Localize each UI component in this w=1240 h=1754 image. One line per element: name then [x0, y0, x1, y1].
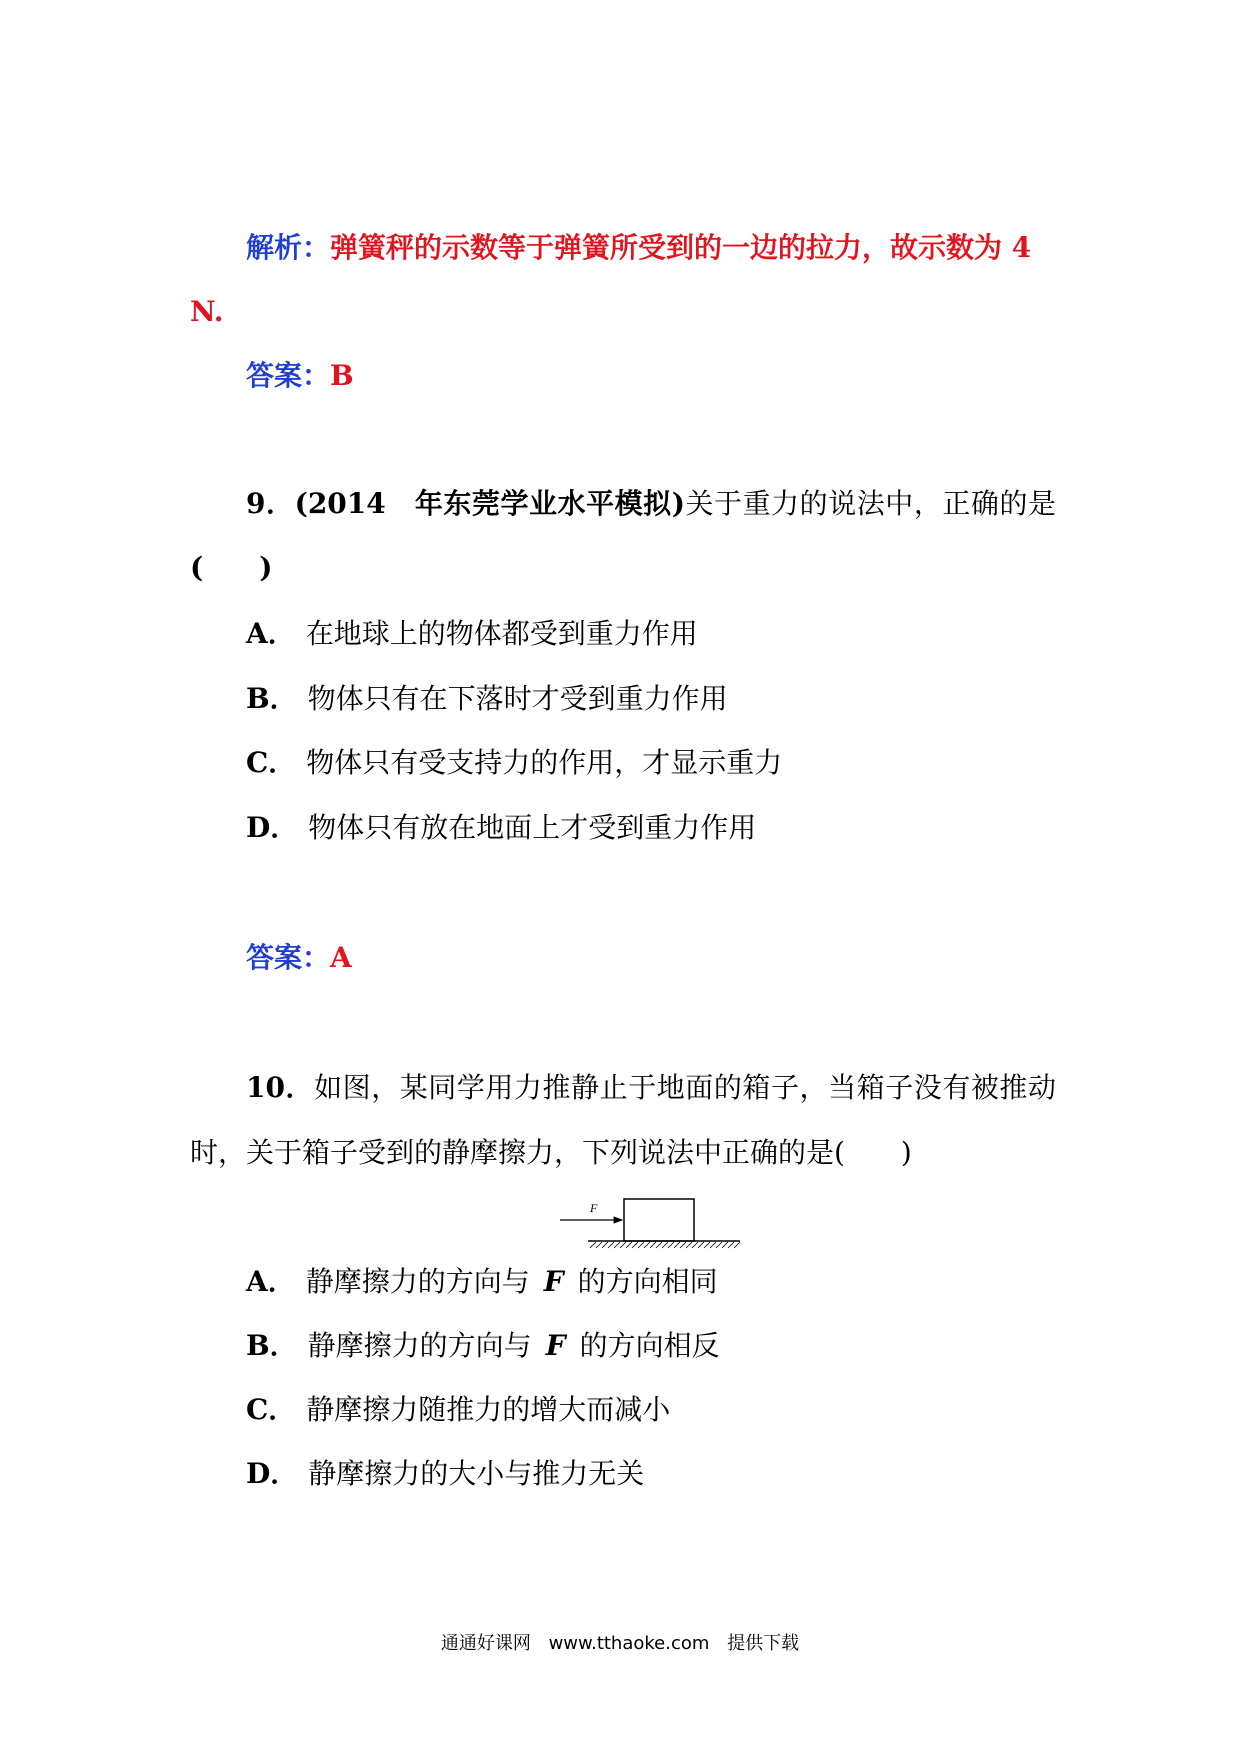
question-9-option-b [246, 679, 728, 719]
option-letter: B． [246, 682, 298, 715]
question-9-option-c [246, 743, 782, 783]
option-letter: D． [246, 811, 299, 844]
ground-hatch [590, 1242, 740, 1248]
option-text: 静摩擦力随推力的增大而减小 [306, 1393, 671, 1426]
question-9-stem: 关于重力的说法中，正确的是 [684, 487, 1057, 520]
analysis-line-1 [246, 228, 1031, 268]
question-9-number: 9． [246, 487, 295, 520]
option-text: 物体只有在下落时才受到重力作用 [307, 682, 728, 715]
option-letter: A． [246, 1265, 296, 1298]
option-var-f: F [543, 1265, 564, 1298]
option-var-f: F [545, 1329, 566, 1362]
question-10-stem: 如图，某同学用力推静止于地面的箱子，当箱子没有被推动 [314, 1071, 1056, 1104]
option-text: 物体只有受支持力的作用，才显示重力 [306, 746, 783, 779]
option-text-pre: 静摩擦力的方向与 [307, 1329, 532, 1362]
answer-8-label: 答案： [246, 359, 331, 392]
analysis-text: 弹簧秤的示数等于弹簧所受到的一边的拉力，故示数为 4 [330, 231, 1032, 264]
question-9-option-d [246, 808, 756, 848]
analysis-label: 解析： [246, 231, 331, 264]
option-text-post: 的方向相反 [579, 1329, 720, 1362]
question-10-option-b [246, 1326, 720, 1366]
box-shape [624, 1199, 694, 1241]
option-text: 在地球上的物体都受到重力作用 [305, 617, 698, 650]
question-10-option-c [246, 1390, 670, 1430]
option-text-pre: 静摩擦力的方向与 [305, 1265, 530, 1298]
answer-9-label: 答案： [246, 941, 331, 974]
question-9-source: (2014 年东莞学业水平模拟) [294, 487, 685, 520]
option-letter: C． [246, 1393, 297, 1426]
answer-9-value: A [330, 941, 352, 974]
question-10-option-d [246, 1454, 644, 1494]
option-text-post: 的方向相同 [577, 1265, 718, 1298]
answer-8-value: B [330, 359, 354, 392]
answer-8 [246, 356, 354, 396]
question-10-stem-line-2: 时，关于箱子受到的静摩擦力，下列说法中正确的是( ) [190, 1136, 912, 1169]
footer-site-name: 通通好课网 [440, 1633, 531, 1654]
footer-suffix: 提供下载 [727, 1633, 800, 1654]
analysis-line-2: N. [190, 295, 224, 328]
option-text: 物体只有放在地面上才受到重力作用 [308, 811, 757, 844]
question-10-stem-line-1 [246, 1068, 1056, 1108]
question-10-number: 10． [246, 1071, 315, 1104]
question-9-blank: ( ) [190, 551, 273, 584]
option-letter: D． [246, 1457, 299, 1490]
force-label: F [590, 1201, 598, 1215]
option-letter: B． [246, 1329, 298, 1362]
answer-9 [246, 938, 352, 978]
footer-url[interactable]: www.tthaoke.com [548, 1633, 710, 1654]
page-footer [0, 1632, 1240, 1656]
question-9-option-a [246, 614, 698, 654]
question-9-stem-line-1 [246, 484, 1056, 524]
box-push-figure [560, 1198, 740, 1250]
option-letter: C． [246, 746, 297, 779]
question-10-option-a [246, 1262, 718, 1302]
option-text: 静摩擦力的大小与推力无关 [308, 1457, 645, 1490]
option-letter: A． [246, 617, 296, 650]
